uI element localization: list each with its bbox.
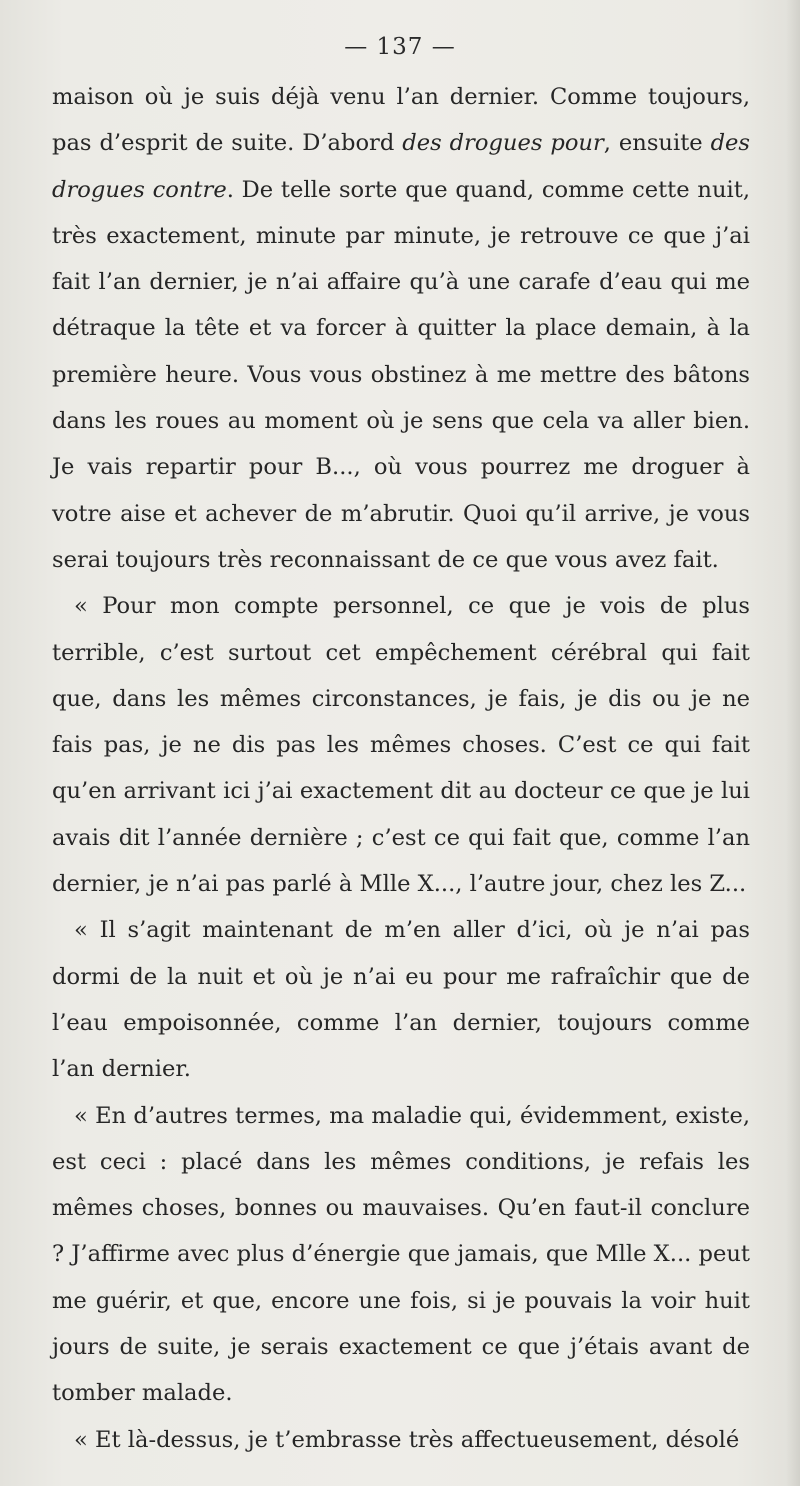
text-segment: . De telle sorte que quand, comme cette nuit, très exactement, minute par minute, je retrouve ce que j’ai fait l’an dernier, je n’ai affaire qu’à une carafe d’eau qui me détraque la tête et va forcer à quitter la place demain, à la première heure. Vous vous obstinez à me mettre des bâtons dans les roues au moment où je sens que cela va aller bien. Je vais repartir pour B..., où vous pourrez me droguer à votre aise et achever de m’abrutir. Quoi qu’il arrive, je vous serai toujours très reconnaissant de ce que vous avez fait. (52, 176, 750, 573)
body-text (52, 74, 750, 1463)
text-segment: « Il s’agit maintenant de m’en aller d’ici, où je n’ai pas dormi de la nuit et où je n’ai eu pour me rafraîchir que de l’eau empoisonnée, comme l’an dernier, toujours comme l’an dernier. (52, 917, 750, 1083)
page-number-header: — 137 — (344, 34, 456, 60)
paragraph (52, 1093, 750, 1417)
page-edge-shadow (786, 0, 800, 1486)
italic-text: des drogues pour (402, 130, 604, 157)
paragraph (52, 907, 750, 1092)
text-segment: « Et là-dessus, je t’embrasse très affectueusement, désolé (74, 1426, 740, 1453)
text-segment: , ensuite (603, 130, 711, 157)
text-segment: « En d’autres termes, ma maladie qui, évidemment, existe, est ceci : placé dans les mêmes conditions, je refais les mêmes choses, bonnes ou mauvaises. Qu’en faut-il conclure ? J’affirme avec plus d’énergie que jamais, que Mlle X... peut me guérir, et que, encore une fois, si je pouvais la voir huit jours de suite, je serais exactement ce que j’étais avant de tomber malade. (52, 1102, 750, 1407)
paragraph (52, 1417, 750, 1463)
paragraph (52, 74, 750, 583)
text-segment: « Pour mon compte personnel, ce que je vois de plus terrible, c’est surtout cet empêchement cérébral qui fait que, dans les mêmes circonstances, je fais, je dis ou je ne fais pas, je ne dis pas les mêmes choses. C’est ce qui fait qu’en arrivant ici j’ai exactement dit au docteur ce que je lui avais dit l’année dernière ; c’est ce qui fait que, comme l’an dernier, je n’ai pas parlé à Mlle X..., l’autre jour, chez les Z... (52, 593, 750, 898)
paragraph (52, 583, 750, 907)
italic-text: des drogues contre (52, 130, 751, 203)
text-segment: maison où je suis déjà venu l’an dernier. Comme toujours, pas d’esprit de suite. D’abord (52, 84, 750, 157)
